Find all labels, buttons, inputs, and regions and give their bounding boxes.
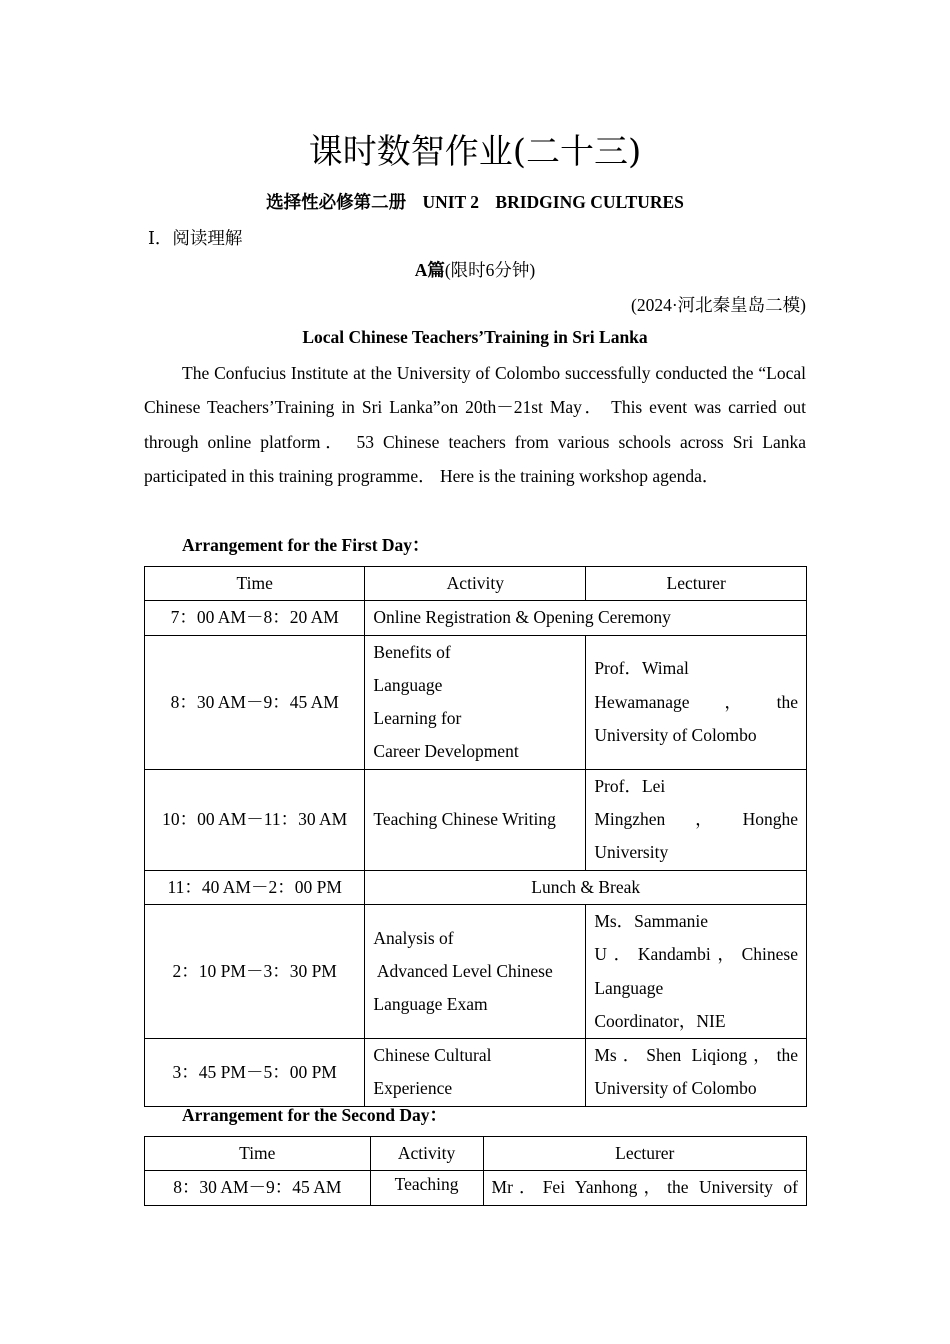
cell-line: Teaching Chinese Writing [373,809,556,830]
table-row [145,870,807,904]
table-row [145,1171,807,1205]
time-cell: 3：45 PM－5：00 PM [145,1039,365,1107]
cell-line: U．Kandambi，Chinese [594,944,798,965]
time-cell: 10：00 AM－11：30 AM [145,769,365,870]
cell-line: Language Exam [373,994,488,1015]
activity-cell [365,769,586,870]
activity-cell [365,635,586,769]
header-activity: Activity [370,1137,483,1171]
subtitle-topic: BRIDGING CULTURES [495,192,684,212]
page-title: 课时数智作业(二十三) [308,132,642,172]
passage-title: Local Chinese Teachers’Training in Sri Lanka [302,327,648,347]
merged-cell: Lunch & Break [365,870,807,904]
header-time: Time [145,567,365,601]
activity-cell [365,1039,586,1107]
table-header-row [145,567,807,601]
table-row [145,769,807,870]
time-cell: 8：30 AM－9：45 AM [145,1171,371,1205]
source-note: (2024·河北秦皇岛二模) [631,295,806,315]
merged-cell: Online Registration & Opening Ceremony [365,601,807,635]
time-cell: 2：10 PM－3：30 PM [145,904,365,1038]
cell-line: Ms．Shen Liqiong，the [594,1045,798,1066]
table-row [145,904,807,1038]
subtitle [144,189,806,214]
cell-line: Mingzhen，Honghe [594,809,798,830]
day1-agenda-table [144,566,807,1107]
day1-heading: Arrangement for the First Day： [182,535,430,555]
cell-line: University of Colombo [594,1078,757,1099]
cell-line: Career Development [373,741,519,762]
time-cell: 7：00 AM－8：20 AM [145,601,365,635]
passage-paragraph: The Confucius Institute at the University of Colombo successfully conducted the “Local Chinese Teachers’Training in Sri Lanka”on 20th－21st May． This event was carried out through online platform． 53 Chinese teachers from various schools across Sri Lanka participated in this training programme． Here is the training workshop agenda． [144,363,806,486]
time-cell: 11：40 AM－2：00 PM [145,870,365,904]
cell-line: Benefits of [373,641,451,662]
part-label: A篇 [414,260,445,280]
subtitle-book: 选择性必修第二册 [266,192,407,212]
cell-line: Language [373,674,443,695]
cell-line: Chinese Cultural [373,1045,492,1066]
cell-line: Prof．Wimal [594,658,689,679]
lecturer-cell [586,904,807,1038]
header-lecturer: Lecturer [483,1137,806,1171]
cell-line: Prof．Lei [594,775,666,796]
table-row [145,1039,807,1107]
lecturer-cell: Mr．Fei Yanhong，the University of [483,1171,806,1205]
cell-line: Advanced Level Chinese [373,960,553,981]
table-row [145,635,807,769]
table-header-row [145,1137,807,1171]
day2-agenda-table [144,1136,807,1206]
lecturer-cell [586,1039,807,1107]
table-row [145,601,807,635]
part-time-limit: (限时6分钟) [444,260,536,280]
cell-line: Learning for [373,708,462,729]
lecturer-cell [586,769,807,870]
cell-line: Language [594,977,664,998]
activity-cell [365,904,586,1038]
time-cell: 8：30 AM－9：45 AM [145,635,365,769]
header-time: Time [145,1137,371,1171]
subtitle-unit: UNIT 2 [422,192,480,212]
cell-line: Ms．Sammanie [594,910,709,931]
day2-heading: Arrangement for the Second Day： [182,1105,448,1125]
lecturer-cell [586,635,807,769]
cell-line: Coordinator，NIE [594,1010,726,1031]
cell-line: Experience [373,1078,453,1099]
cell-line: Analysis of [373,927,454,948]
header-lecturer: Lecturer [586,567,807,601]
part-heading [144,257,806,282]
activity-cell: Teaching [370,1171,483,1205]
section-heading: Ⅰ．阅读理解 [148,228,243,248]
cell-line: University of Colombo [594,724,757,745]
cell-line: University [594,842,669,863]
header-activity: Activity [365,567,586,601]
cell-line: Hewamanage，the [594,691,798,712]
